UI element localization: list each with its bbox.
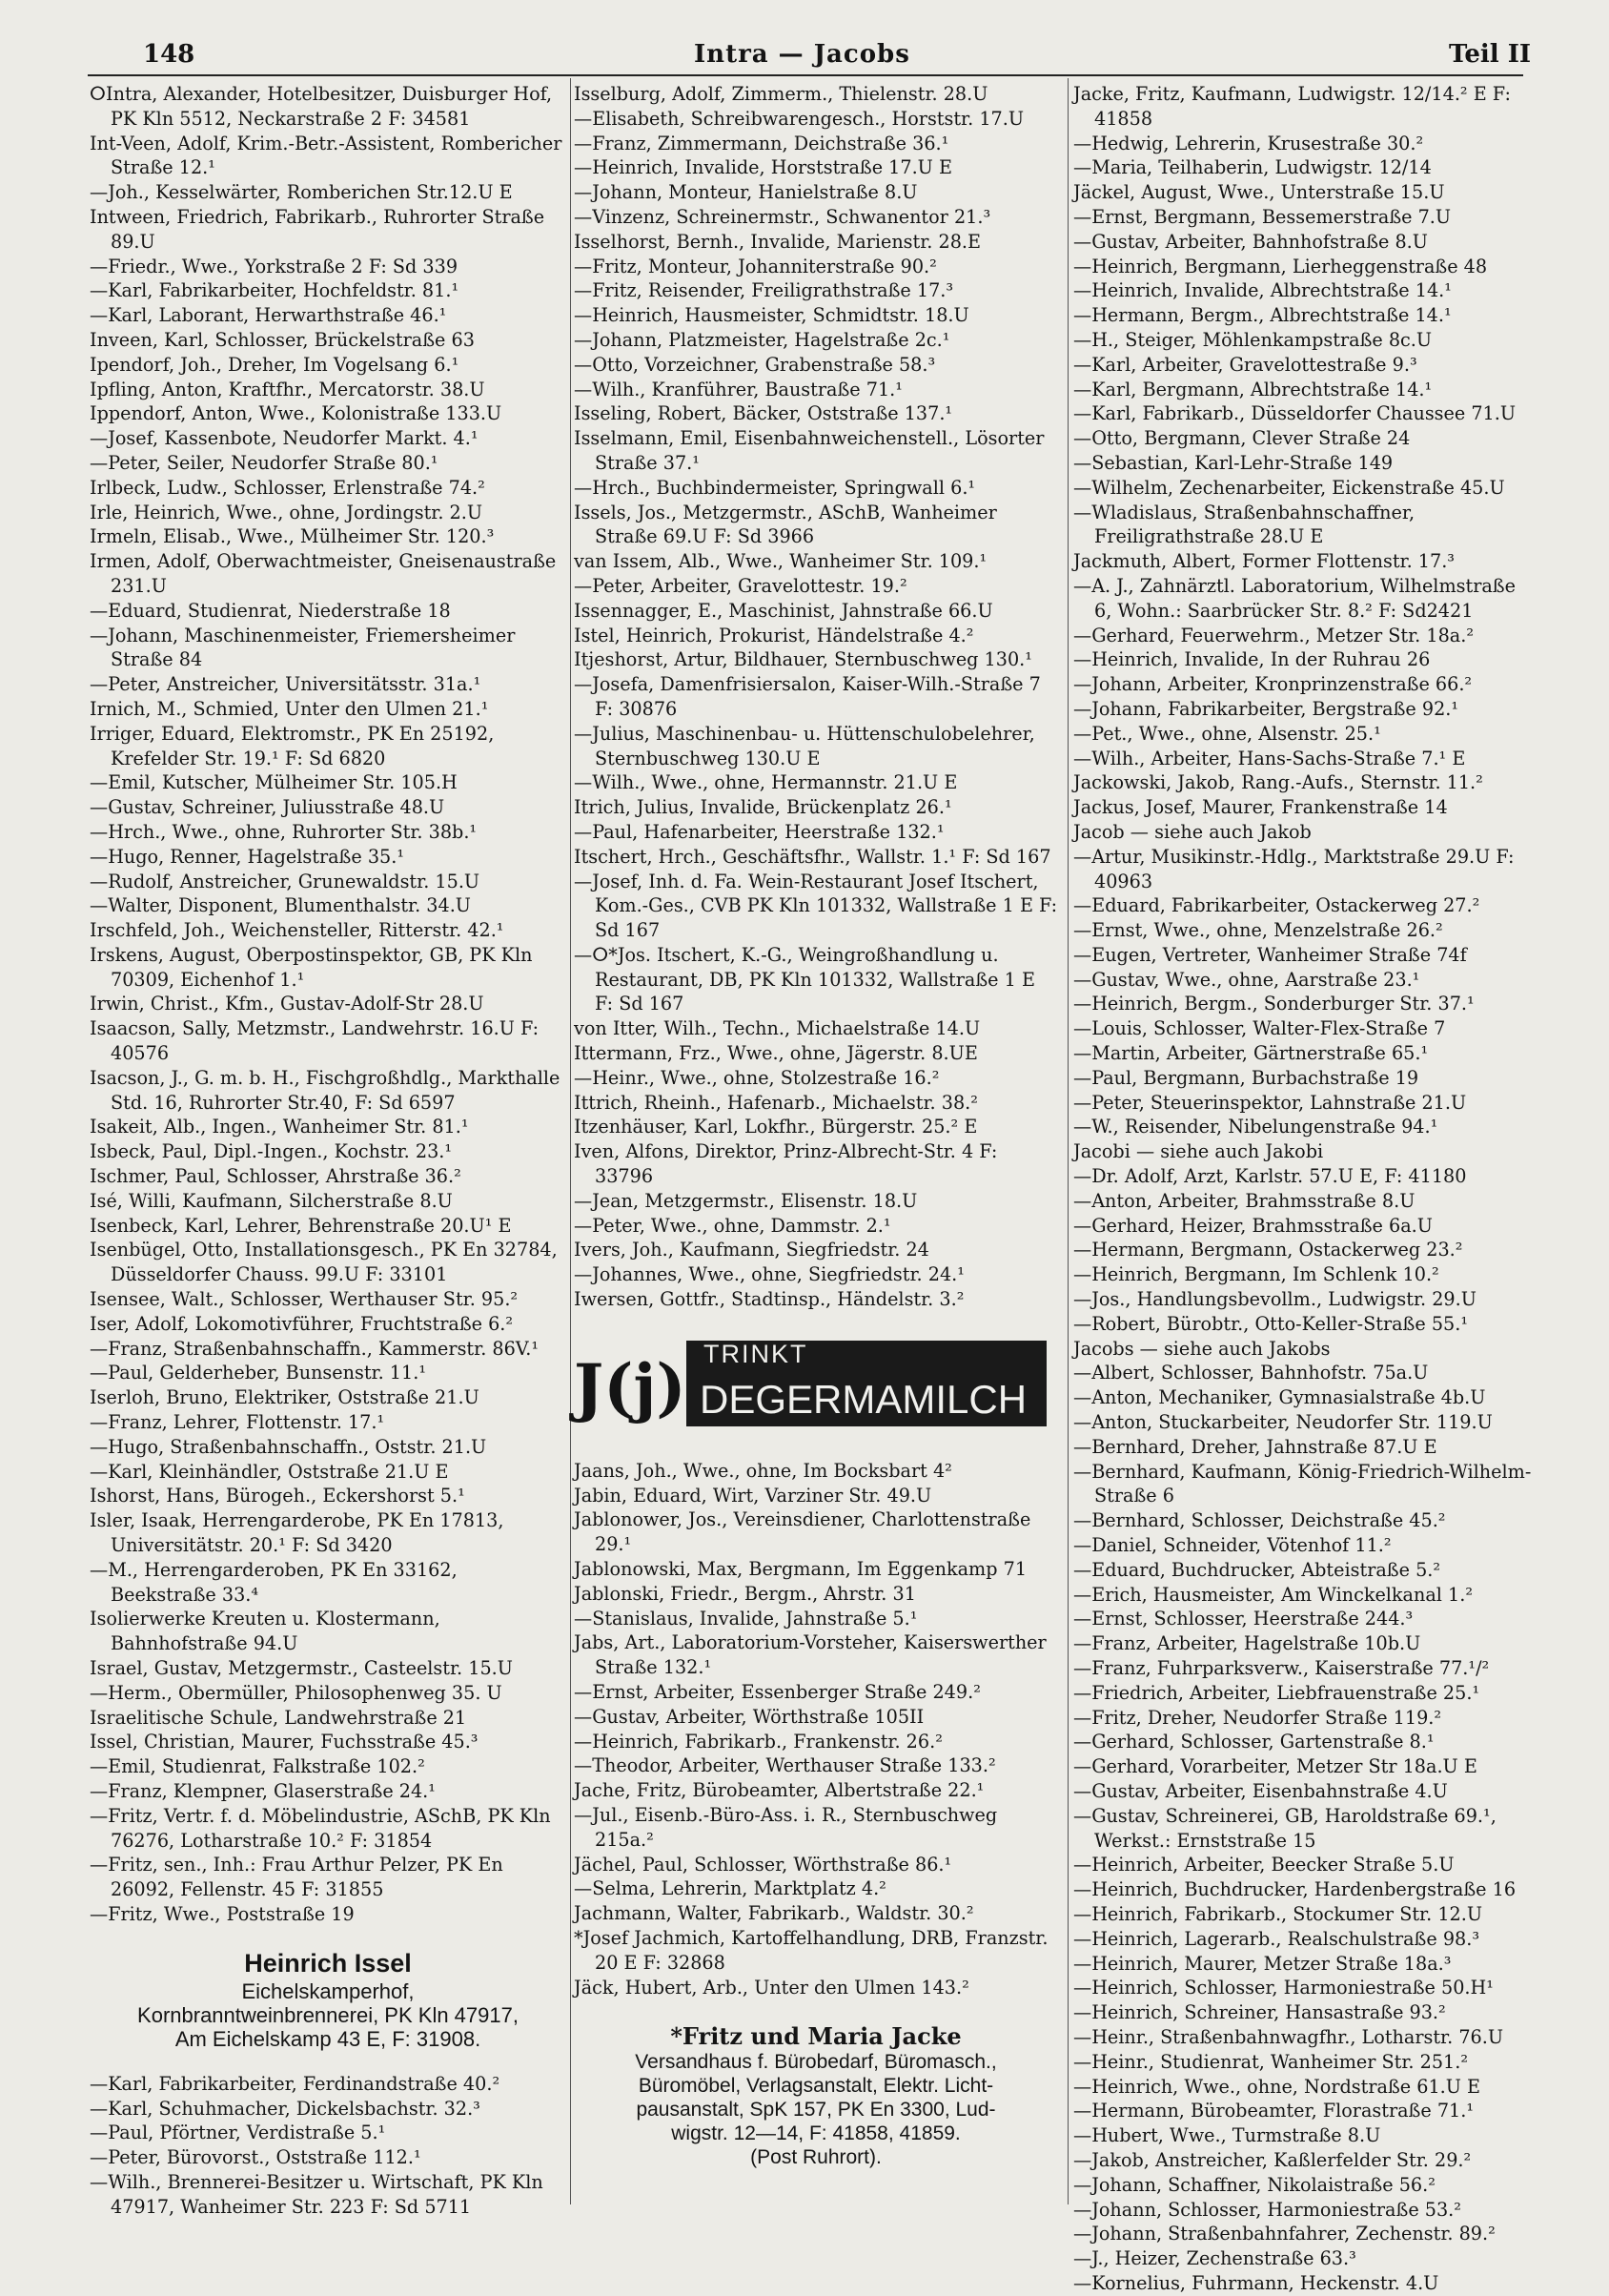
directory-entry: —Bernhard, Schlosser, Deichstraße 45.² bbox=[1073, 1509, 1446, 1532]
directory-entry: Inveen, Karl, Schlosser, Brückelstraße 63 bbox=[90, 328, 475, 351]
page-header bbox=[0, 0, 1609, 76]
directory-entry: —Peter, Anstreicher, Universitätsstr. 31a.¹ bbox=[90, 673, 481, 696]
directory-entry: Ischmer, Paul, Schlosser, Ahrstraße 36.² bbox=[90, 1165, 461, 1188]
directory-entry: —Heinrich, Hausmeister, Schmidtstr. 18.U bbox=[574, 304, 969, 327]
directory-entry: —Stanislaus, Invalide, Jahnstraße 5.¹ bbox=[574, 1607, 918, 1630]
directory-entry: —Karl, Fabrikarbeiter, Hochfeldstr. 81.¹ bbox=[90, 279, 459, 302]
directory-entry: —Sebastian, Karl-Lehr-Straße 149 bbox=[1073, 451, 1394, 474]
directory-entry: —Paul, Bergmann, Burbachstraße 19 bbox=[1073, 1066, 1419, 1089]
directory-entry: —J., Heizer, Zechenstraße 63.³ bbox=[1073, 2247, 1356, 2270]
directory-entry: —Karl, Bergmann, Albrechtstraße 14.¹ bbox=[1073, 378, 1433, 400]
directory-entry: —Dr. Adolf, Arzt, Karlstr. 57.U E, F: 41180 bbox=[1073, 1165, 1467, 1188]
directory-entry: Jacobs — siehe auch Jakobs bbox=[1073, 1337, 1331, 1360]
directory-entry: Jäckel, August, Wwe., Unterstraße 15.U bbox=[1073, 181, 1445, 204]
directory-entry: —Heinr., Studienrat, Wanheimer Str. 251.² bbox=[1073, 2050, 1469, 2073]
directory-entry: —Karl, Fabrikarb., Düsseldorfer Chaussee 71.U bbox=[1073, 402, 1517, 425]
directory-entry: Jabs, Art., Laboratorium-Vorsteher, Kaiserswerther Straße 132.¹ bbox=[574, 1631, 1047, 1679]
directory-entry: Isselhorst, Bernh., Invalide, Marienstr. 28.E bbox=[574, 230, 982, 253]
directory-entry: Irmen, Adolf, Oberwachtmeister, Gneisenaustraße 231.U bbox=[90, 550, 557, 597]
directory-entry: —Hedwig, Lehrerin, Krusestraße 30.² bbox=[1073, 132, 1424, 154]
directory-entry: —Heinrich, Buchdrucker, Hardenbergstraße 16 bbox=[1073, 1878, 1517, 1901]
directory-entry: —Emil, Studienrat, Falkstraße 102.² bbox=[90, 1755, 425, 1778]
directory-entry: —Franz, Zimmermann, Deichstraße 36.¹ bbox=[574, 132, 949, 154]
directory-entry: —Ernst, Arbeiter, Essenberger Straße 249.² bbox=[574, 1681, 981, 1704]
directory-entry: —Hermann, Bergm., Albrechtstraße 14.¹ bbox=[1073, 304, 1452, 327]
degerma-tagline: TRINKT bbox=[703, 1339, 808, 1368]
column-2 bbox=[574, 82, 1058, 2199]
directory-entry: —Franz, Klempner, Glaserstraße 24.¹ bbox=[90, 1779, 436, 1802]
directory-entry: Isselburg, Adolf, Zimmerm., Thielenstr. 28.U bbox=[574, 83, 988, 105]
directory-entry: Itrich, Julius, Invalide, Brückenplatz 26.¹ bbox=[574, 796, 952, 819]
directory-entry: —Karl, Kleinhändler, Oststraße 21.U E bbox=[90, 1460, 449, 1483]
directory-entry: —Anton, Mechaniker, Gymnasialstraße 4b.U bbox=[1073, 1386, 1486, 1409]
advert-line: Eichelskamperhof, bbox=[241, 1978, 415, 2003]
directory-entry: —Erich, Hausmeister, Am Winckelkanal 1.² bbox=[1073, 1583, 1474, 1606]
directory-entry: —Friedrich, Arbeiter, Liebfrauenstraße 25.¹ bbox=[1073, 1681, 1480, 1704]
directory-entry: —Jakob, Anstreicher, Kaßlerfelder Str. 29.² bbox=[1073, 2148, 1472, 2171]
directory-entry: —Anton, Stuckarbeiter, Neudorfer Str. 119.U bbox=[1073, 1411, 1493, 1434]
directory-entry: —Franz, Straßenbahnschaffn., Kammerstr. 86V.¹ bbox=[90, 1337, 540, 1360]
directory-entry: Israelitische Schule, Landwehrstraße 21 bbox=[90, 1706, 467, 1729]
directory-entry: —Peter, Arbeiter, Gravelottestr. 19.² bbox=[574, 574, 907, 597]
directory-entry: Jablonski, Friedr., Bergm., Ahrstr. 31 bbox=[574, 1582, 916, 1605]
directory-entry: —Walter, Disponent, Blumenthalstr. 34.U bbox=[90, 894, 471, 917]
directory-entry: —Ernst, Bergmann, Bessemerstraße 7.U bbox=[1073, 205, 1452, 228]
directory-entry: —H., Steiger, Möhlenkampstraße 8c.U bbox=[1073, 328, 1433, 351]
directory-entry: —Wilh., Kranführer, Baustraße 71.¹ bbox=[574, 378, 903, 400]
directory-entry: —Vinzenz, Schreinermstr., Schwanentor 21.³ bbox=[574, 205, 991, 228]
directory-entry: Ivers, Joh., Kaufmann, Siegfriedstr. 24 bbox=[574, 1239, 929, 1261]
directory-entry: —Eduard, Fabrikarbeiter, Ostackerweg 27.² bbox=[1073, 894, 1480, 917]
directory-entry: —Heinr., Straßenbahnwagfhr., Lotharstr. 76.U bbox=[1073, 2025, 1504, 2048]
directory-entry: —Jean, Metzgermstr., Elisenstr. 18.U bbox=[574, 1189, 918, 1212]
directory-entry: —Peter, Wwe., ohne, Dammstr. 2.¹ bbox=[574, 1214, 891, 1237]
directory-entry: —Emil, Kutscher, Mülheimer Str. 105.H bbox=[90, 771, 458, 794]
directory-entry: —Wilh., Brennerei-Besitzer u. Wirtschaft, PK Kln 47917, Wanheimer Str. 223 F: Sd 5711 bbox=[90, 2170, 543, 2218]
directory-entry: Ittermann, Frz., Wwe., ohne, Jägerstr. 8.UE bbox=[574, 1042, 978, 1065]
directory-entry: —Franz, Lehrer, Flottenstr. 17.¹ bbox=[90, 1411, 385, 1434]
directory-entry: —Johann, Schlosser, Harmoniestraße 53.² bbox=[1073, 2198, 1461, 2221]
directory-entry: Irle, Heinrich, Wwe., ohne, Jordingstr. 2.U bbox=[90, 501, 483, 523]
directory-entry: —Gustav, Arbeiter, Bahnhofstraße 8.U bbox=[1073, 230, 1428, 253]
directory-entry: Isenbügel, Otto, Installationsgesch., PK En 32784, Düsseldorfer Chauss. 99.U F: 33101 bbox=[90, 1239, 558, 1286]
directory-entry: —Eugen, Vertreter, Wanheimer Straße 74f bbox=[1073, 943, 1467, 966]
directory-entry: Jachmann, Walter, Fabrikarb., Waldstr. 30.² bbox=[574, 1902, 974, 1925]
directory-entry: —Heinrich, Bergm., Sonderburger Str. 37.¹ bbox=[1073, 993, 1475, 1015]
directory-entry: —Johannes, Wwe., ohne, Siegfriedstr. 24.¹ bbox=[574, 1263, 965, 1286]
directory-entry: —Robert, Bürobtr., Otto-Keller-Straße 55.¹ bbox=[1073, 1312, 1469, 1335]
degerma-logo-mark: J(j) bbox=[574, 1349, 686, 1425]
directory-entry: von Itter, Wilh., Techn., Michaelstraße 14.U bbox=[574, 1017, 981, 1040]
directory-entry: —Karl, Arbeiter, Gravelottestraße 9.³ bbox=[1073, 353, 1417, 376]
part-label: Teil II bbox=[1449, 40, 1532, 69]
directory-entry: —Gustav, Arbeiter, Eisenbahnstraße 4.U bbox=[1073, 1779, 1448, 1802]
directory-entry: Irwin, Christ., Kfm., Gustav-Adolf-Str 28.U bbox=[90, 993, 484, 1015]
directory-entry: Jackus, Josef, Maurer, Frankenstraße 14 bbox=[1073, 796, 1448, 819]
directory-entry: —Josef, Inh. d. Fa. Wein-Restaurant Josef Itschert, Kom.-Ges., CVB PK Kln 101332, Wallstraße 1 E F: Sd 167 bbox=[574, 870, 1058, 942]
directory-entry: Issel, Christian, Maurer, Fuchsstraße 45.³ bbox=[90, 1731, 479, 1753]
directory-entry: —Heinrich, Schreiner, Hansastraße 93.² bbox=[1073, 2001, 1446, 2024]
directory-entry: —Ernst, Wwe., ohne, Menzelstraße 26.² bbox=[1073, 919, 1443, 942]
directory-entry: —Fritz, Dreher, Neudorfer Straße 119.² bbox=[1073, 1706, 1442, 1729]
directory-entry: —Fritz, Wwe., Poststraße 19 bbox=[90, 1902, 355, 1925]
directory-entry: Isler, Isaak, Herrengarderobe, PK En 17813, Universitätstr. 20.¹ F: Sd 3420 bbox=[90, 1509, 504, 1557]
directory-entry: —Johann, Straßenbahnfahrer, Zechenstr. 89.² bbox=[1073, 2223, 1496, 2245]
directory-entry: Jacke, Fritz, Kaufmann, Ludwigstr. 12/14.² E F: 41858 bbox=[1073, 83, 1511, 130]
advert-line: wigstr. 12—14, F: 41858, 41859. bbox=[671, 2122, 961, 2145]
directory-entry: —Theodor, Arbeiter, Werthauser Straße 133.² bbox=[574, 1754, 996, 1777]
directory-entry: —Heinrich, Schlosser, Harmoniestraße 50.H¹ bbox=[1073, 1977, 1494, 1999]
directory-entry: Isolierwerke Kreuten u. Klostermann, Bahnhofstraße 94.U bbox=[90, 1608, 440, 1655]
directory-entry: Jaans, Joh., Wwe., ohne, Im Bocksbart 4² bbox=[574, 1459, 952, 1482]
directory-entry: —Fritz, Vertr. f. d. Möbelindustrie, ASchB, PK Kln 76276, Lotharstraße 10.² F: 31854 bbox=[90, 1804, 551, 1852]
directory-entry: —Franz, Arbeiter, Hagelstraße 10b.U bbox=[1073, 1632, 1421, 1655]
directory-entry: —Peter, Steuerinspektor, Lahnstraße 21.U bbox=[1073, 1091, 1467, 1114]
directory-entry: Itjeshorst, Artur, Bildhauer, Sternbuschweg 130.¹ bbox=[574, 648, 1032, 671]
directory-entry: ⵔIntra, Alexander, Hotelbesitzer, Duisburger Hof, PK Kln 5512, Neckarstraße 2 F: 34581 bbox=[90, 83, 553, 130]
directory-entry: Jächel, Paul, Schlosser, Wörthstraße 86.¹ bbox=[574, 1853, 952, 1876]
directory-entry: —Heinrich, Fabrikarb., Stockumer Str. 12.U bbox=[1073, 1902, 1482, 1925]
directory-entry: —Louis, Schlosser, Walter-Flex-Straße 7 bbox=[1073, 1017, 1446, 1040]
directory-entry: —Bernhard, Dreher, Jahnstraße 87.U E bbox=[1073, 1435, 1437, 1458]
directory-entry: —Selma, Lehrerin, Marktplatz 4.² bbox=[574, 1877, 886, 1900]
degerma-banner bbox=[686, 1341, 1047, 1426]
directory-entry: —Otto, Vorzeichner, Grabenstraße 58.³ bbox=[574, 353, 936, 376]
directory-entry: —Gerhard, Vorarbeiter, Metzer Str 18a.U E bbox=[1073, 1755, 1477, 1778]
directory-entry: Irmeln, Elisab., Wwe., Mülheimer Str. 120.³ bbox=[90, 525, 495, 548]
directory-entry: —Johann, Maschinenmeister, Friemersheimer Straße 84 bbox=[90, 624, 516, 671]
directory-entry: —Josefa, Damenfrisiersalon, Kaiser-Wilh.-Straße 7 F: 30876 bbox=[574, 673, 1041, 720]
directory-entry: —Paul, Gelderheber, Bunsenstr. 11.¹ bbox=[90, 1362, 427, 1384]
directory-entry: —Gustav, Schreinerei, GB, Haroldstraße 69.¹, Werkst.: Ernststraße 15 bbox=[1073, 1804, 1497, 1852]
directory-entry: Isbeck, Paul, Dipl.-Ingen., Kochstr. 23.¹ bbox=[90, 1140, 453, 1163]
directory-entry: —Eduard, Studienrat, Niederstraße 18 bbox=[90, 599, 451, 622]
directory-entry: Iwersen, Gottfr., Stadtinsp., Händelstr. 3.² bbox=[574, 1288, 965, 1311]
directory-entry: —Gerhard, Feuerwehrm., Metzer Str. 18a.² bbox=[1073, 624, 1475, 646]
running-title: Intra — Jacobs bbox=[694, 40, 910, 69]
directory-entry: —Karl, Fabrikarbeiter, Ferdinandstraße 40.² bbox=[90, 2072, 500, 2095]
column-1 bbox=[90, 82, 566, 2218]
directory-entry: Ippendorf, Anton, Wwe., Kolonistraße 133.U bbox=[90, 402, 502, 425]
directory-entry: —Gerhard, Schlosser, Gartenstraße 8.¹ bbox=[1073, 1731, 1435, 1753]
directory-entry: Isenbeck, Karl, Lehrer, Behrenstraße 20.U¹ E bbox=[90, 1214, 512, 1237]
advert-title: *Fritz und Maria Jacke bbox=[670, 2022, 962, 2051]
directory-entry: Itschert, Hrch., Geschäftsfhr., Wallstr. 1.¹ F: Sd 167 bbox=[574, 845, 1051, 868]
advert-line: Kornbranntweinbrennerei, PK Kln 47917, bbox=[137, 2002, 519, 2027]
directory-entry: —Jos., Handlungsbevollm., Ludwigstr. 29.U bbox=[1073, 1288, 1477, 1311]
directory-entry: —W., Reisender, Nibelungenstraße 94.¹ bbox=[1073, 1116, 1438, 1138]
advert-line: Am Eichelskamp 43 E, F: 31908. bbox=[174, 2026, 481, 2051]
directory-entry: —Wilhelm, Zechenarbeiter, Eickenstraße 45.U bbox=[1073, 476, 1505, 499]
directory-entry: —Gustav, Arbeiter, Wörthstraße 105II bbox=[574, 1705, 925, 1728]
directory-entry: Irlbeck, Ludw., Schlosser, Erlenstraße 74.² bbox=[90, 476, 485, 499]
directory-entry: —Herm., Obermüller, Philosophenweg 35. U bbox=[90, 1681, 502, 1704]
entry-list bbox=[90, 82, 566, 1927]
directory-entry: Irskens, August, Oberpostinspektor, GB, PK Kln 70309, Eichenhof 1.¹ bbox=[90, 943, 533, 991]
directory-entry: Jacob — siehe auch Jakob bbox=[1073, 820, 1312, 843]
degerma-brand: DEGERMAMILCH bbox=[700, 1376, 1028, 1422]
directory-entry: Jabin, Eduard, Wirt, Varziner Str. 49.U bbox=[574, 1484, 932, 1507]
directory-entry: Jackowski, Jakob, Rang.-Aufs., Sternstr. 11.² bbox=[1073, 771, 1483, 794]
directory-entry: Iser, Adolf, Lokomotivführer, Fruchtstraße 6.² bbox=[90, 1312, 514, 1335]
directory-entry: —Fritz, sen., Inh.: Frau Arthur Pelzer, PK En 26092, Fellenstr. 45 F: 31855 bbox=[90, 1854, 503, 1901]
column-divider bbox=[570, 78, 571, 2204]
directory-entry: Isaacson, Sally, Metzmstr., Landwehrstr. 16.U F: 40576 bbox=[90, 1017, 540, 1065]
directory-entry: —Heinr., Wwe., ohne, Stolzestraße 16.² bbox=[574, 1066, 940, 1089]
directory-entry: —Otto, Bergmann, Clever Straße 24 bbox=[1073, 427, 1411, 450]
directory-entry: —Hugo, Straßenbahnschaffn., Oststr. 21.U bbox=[90, 1435, 487, 1458]
directory-entry: —Heinrich, Maurer, Metzer Straße 18a.³ bbox=[1073, 1952, 1452, 1975]
directory-entry: —Hugo, Renner, Hagelstraße 35.¹ bbox=[90, 845, 405, 868]
directory-entry: Itzenhäuser, Karl, Lokfhr., Bürgerstr. 25.² E bbox=[574, 1116, 978, 1138]
directory-entry: —Johann, Fabrikarbeiter, Bergstraße 92.¹ bbox=[1073, 697, 1459, 720]
directory-entry: —Pet., Wwe., ohne, Alsenstr. 25.¹ bbox=[1073, 722, 1381, 745]
directory-entry: —Hermann, Bürobeamter, Florastraße 71.¹ bbox=[1073, 2100, 1475, 2122]
directory-entry: —Heinrich, Invalide, In der Ruhrau 26 bbox=[1073, 648, 1431, 671]
advert-degermamilch bbox=[574, 1341, 1058, 1436]
directory-entry: —Heinrich, Bergmann, Lierheggenstraße 48 bbox=[1073, 255, 1488, 277]
directory-entry: Irschfeld, Joh., Weichensteller, Ritterstr. 42.¹ bbox=[90, 919, 504, 942]
directory-entry: —Heinrich, Invalide, Horststraße 17.U E bbox=[574, 156, 952, 179]
directory-entry: Jablonower, Jos., Vereinsdiener, Charlottenstraße 29.¹ bbox=[574, 1508, 1031, 1556]
directory-entry: —Hrch., Buchbindermeister, Springwall 6.¹ bbox=[574, 476, 976, 499]
directory-entry: Jackmuth, Albert, Former Flottenstr. 17.³ bbox=[1073, 550, 1456, 573]
directory-entry: —Paul, Pförtner, Verdistraße 5.¹ bbox=[90, 2122, 386, 2144]
directory-entry: Irnich, M., Schmied, Unter den Ulmen 21.¹ bbox=[90, 697, 489, 720]
directory-entry: Jablonowski, Max, Bergmann, Im Eggenkamp 71 bbox=[574, 1558, 1028, 1581]
directory-entry: Iserloh, Bruno, Elektriker, Oststraße 21.U bbox=[90, 1386, 479, 1409]
directory-entry: —Albert, Schlosser, Bahnhofstr. 75a.U bbox=[1073, 1362, 1429, 1384]
directory-entry: Isakeit, Alb., Ingen., Wanheimer Str. 81.¹ bbox=[90, 1116, 469, 1138]
advert-title: Heinrich Issel bbox=[244, 1948, 412, 1978]
directory-entry: —Martin, Arbeiter, Gärtnerstraße 65.¹ bbox=[1073, 1042, 1429, 1065]
directory-entry: Ipendorf, Joh., Dreher, Im Vogelsang 6.¹ bbox=[90, 353, 459, 376]
directory-entry: Ittrich, Rheinh., Hafenarb., Michaelstr. 38.² bbox=[574, 1091, 978, 1114]
directory-entry: —Jul., Eisenb.-Büro-Ass. i. R., Sternbuschweg 215a.² bbox=[574, 1804, 998, 1851]
directory-entry: Isé, Willi, Kaufmann, Silcherstraße 8.U bbox=[90, 1189, 453, 1212]
directory-entry: —Hubert, Wwe., Turmstraße 8.U bbox=[1073, 2124, 1381, 2147]
directory-entry: —M., Herrengarderoben, PK En 33162, Beekstraße 33.⁴ bbox=[90, 1558, 458, 1606]
directory-entry: Irriger, Eduard, Elektromstr., PK En 25192, Krefelder Str. 19.¹ F: Sd 6820 bbox=[90, 722, 495, 769]
directory-entry: —Heinrich, Arbeiter, Beecker Straße 5.U bbox=[1073, 1854, 1455, 1876]
directory-entry: —Wilh., Arbeiter, Hans-Sachs-Straße 7.¹ E bbox=[1073, 747, 1466, 769]
directory-entry: —Heinrich, Wwe., ohne, Nordstraße 61.U E bbox=[1073, 2075, 1481, 2098]
directory-entry: —Rudolf, Anstreicher, Grunewaldstr. 15.U bbox=[90, 870, 480, 892]
column-3 bbox=[1073, 82, 1533, 2294]
entry-list bbox=[1073, 82, 1533, 2296]
advert-line: Versandhaus f. Bürobedarf, Büromasch., bbox=[635, 2051, 997, 2074]
directory-entry: —Hermann, Bergmann, Ostackerweg 23.² bbox=[1073, 1239, 1463, 1261]
directory-entry: Istel, Heinrich, Prokurist, Händelstraße 4.² bbox=[574, 624, 974, 646]
directory-entry: —Anton, Arbeiter, Brahmsstraße 8.U bbox=[1073, 1189, 1416, 1212]
directory-entry: —Peter, Bürovorst., Oststraße 112.¹ bbox=[90, 2146, 421, 2169]
column-divider bbox=[1068, 78, 1069, 2204]
directory-entry: —Hrch., Wwe., ohne, Ruhrorter Str. 38b.¹ bbox=[90, 820, 478, 843]
directory-entry: Issels, Jos., Metzgermstr., ASchB, Wanheimer Straße 69.U F: Sd 3966 bbox=[574, 501, 997, 548]
directory-entry: —Gustav, Wwe., ohne, Aarstraße 23.¹ bbox=[1073, 968, 1420, 991]
directory-entry: —Artur, Musikinstr.-Hdlg., Marktstraße 29.U F: 40963 bbox=[1073, 845, 1515, 892]
advert-line: pausanstalt, SpK 157, PK En 3300, Lud- bbox=[636, 2099, 996, 2122]
directory-entry: —Bernhard, Kaufmann, König-Friedrich-Wilhelm-Straße 6 bbox=[1073, 1460, 1532, 1507]
directory-entry: —Johann, Monteur, Hanielstraße 8.U bbox=[574, 181, 918, 204]
directory-entry: —Joh., Kesselwärter, Romberichen Str.12.U E bbox=[90, 181, 513, 204]
directory-entry: —Johann, Platzmeister, Hagelstraße 2c.¹ bbox=[574, 328, 950, 351]
directory-entry: —Peter, Seiler, Neudorfer Straße 80.¹ bbox=[90, 451, 438, 474]
directory-entry: Int-Veen, Adolf, Krim.-Betr.-Assistent, Rombericher Straße 12.¹ bbox=[90, 132, 562, 179]
directory-entry: —Fritz, Monteur, Johanniterstraße 90.² bbox=[574, 255, 937, 277]
directory-entry: Jäck, Hubert, Arb., Unter den Ulmen 143.² bbox=[574, 1976, 969, 1999]
directory-entry: van Issem, Alb., Wwe., Wanheimer Str. 109.¹ bbox=[574, 550, 988, 573]
directory-entry: —Fritz, Reisender, Freiligrathstraße 17.³ bbox=[574, 279, 954, 302]
directory-entry: Jache, Fritz, Bürobeamter, Albertstraße 22.¹ bbox=[574, 1779, 985, 1802]
directory-entry: Ipfling, Anton, Kraftfhr., Mercatorstr. 38.U bbox=[90, 378, 485, 400]
entry-list bbox=[90, 2072, 566, 2220]
directory-entry: Isacson, J., G. m. b. H., Fischgroßhdlg., Markthalle Std. 16, Ruhrorter Str.40, F: Sd 6597 bbox=[90, 1066, 560, 1114]
directory-entry: —Heinrich, Invalide, Albrechtstraße 14.¹ bbox=[1073, 279, 1452, 302]
directory-entry: —Maria, Teilhaberin, Ludwigstr. 12/14 bbox=[1073, 156, 1432, 179]
advert-line: Büromöbel, Verlagsanstalt, Elektr. Licht- bbox=[638, 2075, 994, 2098]
directory-entry: Issennagger, E., Maschinist, Jahnstraße 66.U bbox=[574, 599, 993, 622]
directory-entry: —Friedr., Wwe., Yorkstraße 2 F: Sd 339 bbox=[90, 255, 458, 277]
directory-entry: —Paul, Hafenarbeiter, Heerstraße 132.¹ bbox=[574, 820, 945, 843]
directory-entry: —Karl, Schuhmacher, Dickelsbachstr. 32.³ bbox=[90, 2097, 480, 2120]
directory-entry: Iven, Alfons, Direktor, Prinz-Albrecht-Str. 4 F: 33796 bbox=[574, 1140, 998, 1188]
directory-entry: *Josef Jachmich, Kartoffelhandlung, DRB, Franzstr. 20 E F: 32868 bbox=[574, 1926, 1049, 1974]
advert-line: (Post Ruhrort). bbox=[750, 2146, 882, 2169]
directory-entry: —Ernst, Schlosser, Heerstraße 244.³ bbox=[1073, 1608, 1414, 1630]
directory-entry: Isensee, Walt., Schlosser, Werthauser Str. 95.² bbox=[90, 1288, 519, 1311]
directory-entry: —ⵔ*Jos. Itschert, K.-G., Weingroßhandlung u. Restaurant, DB, PK Kln 101332, Wallstraße 1 E F: Sd 167 bbox=[574, 943, 1035, 1015]
directory-entry: —Julius, Maschinenbau- u. Hüttenschulobelehrer, Sternbuschweg 130.U E bbox=[574, 722, 1035, 769]
directory-entry: —Wladislaus, Straßenbahnschaffner, Freiligrathstraße 28.U E bbox=[1073, 501, 1416, 548]
entry-list bbox=[574, 1459, 1058, 2000]
page-number: 148 bbox=[143, 40, 195, 69]
directory-entry: —Heinrich, Bergmann, Im Schlenk 10.² bbox=[1073, 1263, 1439, 1286]
directory-entry: —Kornelius, Fuhrmann, Heckenstr. 4.U bbox=[1073, 2271, 1439, 2294]
directory-entry: —Heinrich, Lagerarb., Realschulstraße 98.³ bbox=[1073, 1927, 1480, 1950]
directory-entry: Jacobi — siehe auch Jakobi bbox=[1073, 1140, 1324, 1163]
directory-entry: —Josef, Kassenbote, Neudorfer Markt. 4.¹ bbox=[90, 427, 479, 450]
directory-entry: —Elisabeth, Schreibwarengesch., Horststr. 17.U bbox=[574, 107, 1025, 130]
entry-list bbox=[574, 82, 1058, 1312]
directory-entry: —A. J., Zahnärztl. Laboratorium, Wilhelmstraße 6, Wohn.: Saarbrücker Str. 8.² F: Sd2421 bbox=[1073, 574, 1516, 622]
directory-entry: —Franz, Fuhrparksverw., Kaiserstraße 77.¹/² bbox=[1073, 1657, 1490, 1679]
directory-entry: —Gerhard, Heizer, Brahmsstraße 6a.U bbox=[1073, 1214, 1433, 1237]
directory-entry: Intween, Friedrich, Fabrikarb., Ruhrorter Straße 89.U bbox=[90, 205, 545, 253]
directory-entry: —Heinrich, Fabrikarb., Frankenstr. 26.² bbox=[574, 1730, 943, 1753]
directory-entry: Ishorst, Hans, Bürogeh., Eckershorst 5.¹ bbox=[90, 1485, 465, 1507]
directory-entry: —Johann, Schaffner, Nikolaistraße 56.² bbox=[1073, 2173, 1436, 2196]
directory-entry: —Gustav, Schreiner, Juliusstraße 48.U bbox=[90, 796, 445, 819]
directory-entry: —Wilh., Wwe., ohne, Hermannstr. 21.U E bbox=[574, 771, 958, 794]
directory-entry: —Johann, Arbeiter, Kronprinzenstraße 66.² bbox=[1073, 673, 1473, 696]
directory-entry: —Eduard, Buchdrucker, Abteistraße 5.² bbox=[1073, 1558, 1441, 1581]
advert-fritz-maria-jacke bbox=[574, 2024, 1058, 2169]
header-rule bbox=[88, 74, 1523, 76]
advert-heinrich-issel bbox=[90, 1948, 566, 2051]
directory-entry: Isselmann, Emil, Eisenbahnweichenstell., Lösorter Straße 37.¹ bbox=[574, 427, 1045, 474]
directory-entry: —Karl, Laborant, Herwarthstraße 46.¹ bbox=[90, 304, 447, 327]
directory-entry: —Daniel, Schneider, Vötenhof 11.² bbox=[1073, 1534, 1392, 1557]
directory-entry: Israel, Gustav, Metzgermstr., Casteelstr. 15.U bbox=[90, 1657, 513, 1679]
directory-entry: Isseling, Robert, Bäcker, Oststraße 137.¹ bbox=[574, 402, 953, 425]
